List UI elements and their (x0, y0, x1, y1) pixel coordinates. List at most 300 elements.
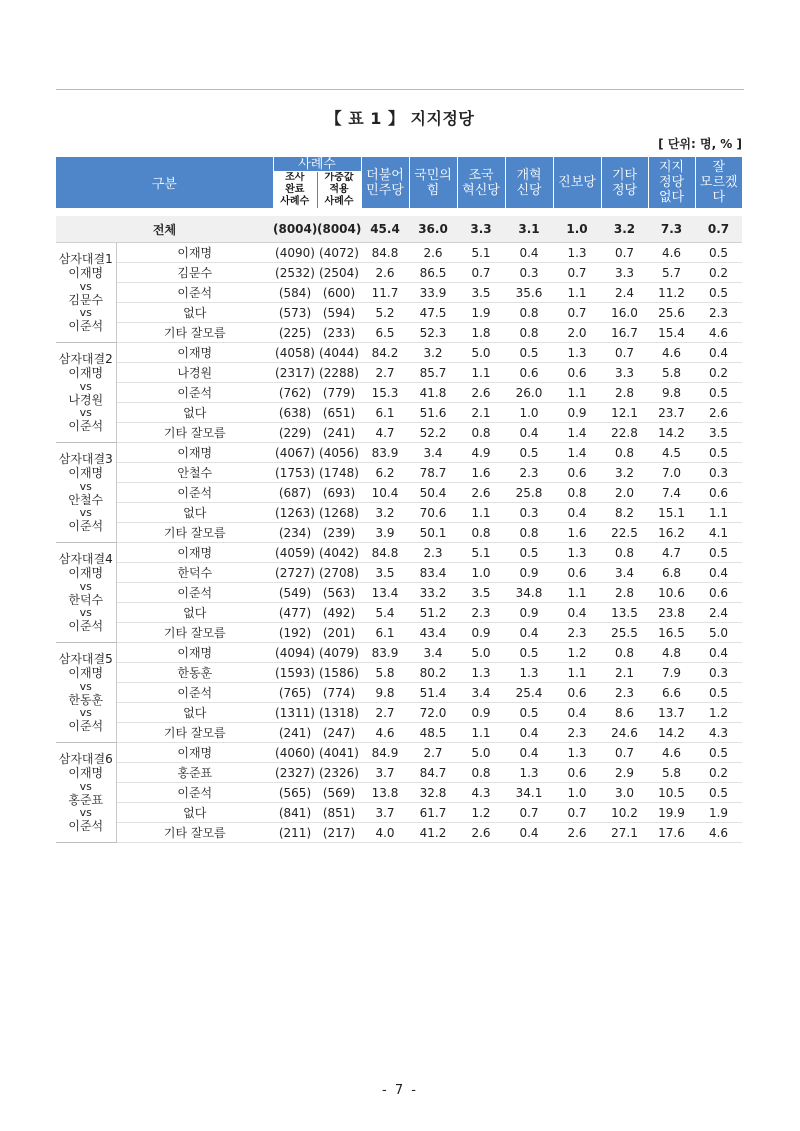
row-n1: (2317) (273, 363, 317, 383)
row-value: 13.7 (648, 703, 695, 723)
total-row (56, 216, 742, 243)
row-value: 2.0 (553, 323, 601, 343)
table-row (56, 263, 742, 283)
row-value: 2.3 (457, 603, 505, 623)
row-label: 이재명 (116, 643, 273, 663)
row-n1: (584) (273, 283, 317, 303)
table-row (56, 303, 742, 323)
row-value: 2.6 (695, 403, 742, 423)
row-value: 6.8 (648, 563, 695, 583)
row-n1: (2727) (273, 563, 317, 583)
total-value: 45.4 (361, 216, 409, 243)
row-value: 84.7 (409, 763, 457, 783)
total-value: 36.0 (409, 216, 457, 243)
row-value: 0.7 (457, 263, 505, 283)
table-row (56, 543, 742, 563)
row-value: 15.4 (648, 323, 695, 343)
row-value: 35.6 (505, 283, 553, 303)
row-value: 23.8 (648, 603, 695, 623)
group-label-line: 이재명 (68, 266, 104, 280)
row-label: 없다 (116, 803, 273, 823)
row-value: 6.1 (361, 623, 409, 643)
row-value: 0.8 (457, 763, 505, 783)
row-value: 26.0 (505, 383, 553, 403)
row-value: 16.5 (648, 623, 695, 643)
row-label: 이재명 (116, 443, 273, 463)
group-label-line: 홍준표 (68, 792, 104, 807)
row-label: 없다 (116, 603, 273, 623)
row-value: 2.3 (409, 543, 457, 563)
row-value: 2.6 (457, 823, 505, 843)
group-label-line: vs (79, 479, 92, 493)
total-value: 3.2 (601, 216, 648, 243)
unit-label: [ 단위: 명, % ] (658, 137, 742, 151)
row-value: 78.7 (409, 463, 457, 483)
header-sample-weighted: 가중값 적용 사례수 (317, 172, 361, 209)
row-value: 1.6 (457, 463, 505, 483)
row-label: 이준석 (116, 283, 273, 303)
row-value: 51.6 (409, 403, 457, 423)
row-value: 1.8 (457, 323, 505, 343)
row-value: 0.7 (601, 743, 648, 763)
table-row (56, 283, 742, 303)
row-value: 34.1 (505, 783, 553, 803)
row-value: 0.5 (695, 243, 742, 263)
total-value: 1.0 (553, 216, 601, 243)
row-label: 기타 잘모름 (116, 423, 273, 443)
row-value: 33.9 (409, 283, 457, 303)
row-label: 이준석 (116, 783, 273, 803)
row-value: 17.6 (648, 823, 695, 843)
table-row (56, 343, 742, 363)
table-body (56, 208, 742, 843)
row-value: 4.6 (648, 343, 695, 363)
row-n2: (239) (317, 523, 361, 543)
group-label-line: 이준석 (68, 519, 104, 533)
table-row (56, 823, 742, 843)
row-value: 0.9 (553, 403, 601, 423)
row-value: 0.8 (457, 423, 505, 443)
row-value: 47.5 (409, 303, 457, 323)
table-row (56, 623, 742, 643)
row-value: 0.4 (553, 603, 601, 623)
row-value: 0.7 (553, 303, 601, 323)
row-value: 0.6 (553, 683, 601, 703)
row-value: 2.4 (601, 283, 648, 303)
row-value: 0.8 (505, 323, 553, 343)
row-value: 84.8 (361, 543, 409, 563)
row-value: 0.3 (505, 503, 553, 523)
header-samples: 사례수 (273, 157, 361, 172)
row-value: 2.1 (601, 663, 648, 683)
row-value: 52.3 (409, 323, 457, 343)
row-n2: (1586) (317, 663, 361, 683)
row-value: 83.4 (409, 563, 457, 583)
row-value: 0.8 (601, 443, 648, 463)
row-value: 1.0 (457, 563, 505, 583)
row-value: 1.3 (553, 243, 601, 263)
row-n1: (2327) (273, 763, 317, 783)
row-value: 13.5 (601, 603, 648, 623)
row-value: 0.8 (505, 523, 553, 543)
group-label-line: 삼자대결2 (58, 351, 113, 366)
row-value: 4.6 (695, 323, 742, 343)
group-label-line: 이재명 (68, 466, 104, 480)
row-n1: (1263) (273, 503, 317, 523)
row-value: 72.0 (409, 703, 457, 723)
row-value: 2.6 (361, 263, 409, 283)
row-value: 0.4 (505, 423, 553, 443)
row-value: 5.0 (457, 643, 505, 663)
row-value: 13.8 (361, 783, 409, 803)
row-value: 0.6 (553, 363, 601, 383)
row-value: 15.1 (648, 503, 695, 523)
group-label-line: vs (79, 679, 92, 693)
table-row (56, 563, 742, 583)
row-label: 없다 (116, 303, 273, 323)
table-row (56, 443, 742, 463)
row-value: 48.5 (409, 723, 457, 743)
row-value: 4.1 (695, 523, 742, 543)
row-value: 0.8 (505, 303, 553, 323)
row-n2: (2708) (317, 563, 361, 583)
row-n2: (201) (317, 623, 361, 643)
row-n1: (4059) (273, 543, 317, 563)
row-label: 없다 (116, 503, 273, 523)
row-value: 4.6 (648, 743, 695, 763)
row-value: 84.2 (361, 343, 409, 363)
row-value: 5.2 (361, 303, 409, 323)
row-n1: (765) (273, 683, 317, 703)
row-value: 86.5 (409, 263, 457, 283)
row-value: 6.1 (361, 403, 409, 423)
group-label-line: 이준석 (68, 419, 104, 433)
row-n1: (1593) (273, 663, 317, 683)
row-value: 10.6 (648, 583, 695, 603)
group-label-line: 삼자대결6 (58, 751, 113, 766)
table-row (56, 463, 742, 483)
row-n1: (4058) (273, 343, 317, 363)
row-value: 0.6 (553, 463, 601, 483)
row-value: 3.4 (409, 643, 457, 663)
row-value: 1.1 (457, 503, 505, 523)
row-value: 11.2 (648, 283, 695, 303)
row-value: 1.3 (553, 343, 601, 363)
group-label-line: 이재명 (68, 766, 104, 780)
row-value: 4.0 (361, 823, 409, 843)
row-label: 기타 잘모름 (116, 523, 273, 543)
row-label: 이재명 (116, 743, 273, 763)
row-value: 2.6 (553, 823, 601, 843)
header-col: 잘 모르겠 다 (695, 157, 742, 208)
row-value: 24.6 (601, 723, 648, 743)
row-label: 없다 (116, 703, 273, 723)
row-n2: (2504) (317, 263, 361, 283)
row-value: 2.0 (601, 483, 648, 503)
row-label: 이재명 (116, 543, 273, 563)
header-col: 진보당 (553, 157, 601, 208)
row-n1: (573) (273, 303, 317, 323)
row-value: 0.3 (695, 463, 742, 483)
row-value: 3.3 (601, 363, 648, 383)
row-value: 0.4 (695, 343, 742, 363)
row-n1: (1753) (273, 463, 317, 483)
row-value: 0.7 (601, 343, 648, 363)
row-value: 0.7 (553, 803, 601, 823)
row-value: 6.5 (361, 323, 409, 343)
row-n1: (225) (273, 323, 317, 343)
row-value: 85.7 (409, 363, 457, 383)
row-n2: (563) (317, 583, 361, 603)
row-n1: (2532) (273, 263, 317, 283)
table-row (56, 483, 742, 503)
row-n2: (774) (317, 683, 361, 703)
row-n1: (4067) (273, 443, 317, 463)
table-row (56, 403, 742, 423)
row-value: 6.2 (361, 463, 409, 483)
row-n1: (549) (273, 583, 317, 603)
row-value: 23.7 (648, 403, 695, 423)
row-value: 15.3 (361, 383, 409, 403)
row-value: 25.6 (648, 303, 695, 323)
row-value: 1.1 (695, 503, 742, 523)
group-label (56, 343, 116, 443)
row-value: 7.9 (648, 663, 695, 683)
row-value: 0.5 (505, 543, 553, 563)
row-n1: (4060) (273, 743, 317, 763)
row-value: 50.4 (409, 483, 457, 503)
table-row (56, 703, 742, 723)
row-value: 2.3 (505, 463, 553, 483)
row-n2: (241) (317, 423, 361, 443)
row-n2: (594) (317, 303, 361, 323)
row-value: 5.7 (648, 263, 695, 283)
row-n1: (565) (273, 783, 317, 803)
row-label: 기타 잘모름 (116, 723, 273, 743)
row-label: 없다 (116, 403, 273, 423)
table-row (56, 803, 742, 823)
row-value: 61.7 (409, 803, 457, 823)
group-label-line: vs (79, 379, 92, 393)
row-label: 이준석 (116, 683, 273, 703)
group-label-line: vs (79, 779, 92, 793)
table-row (56, 783, 742, 803)
row-value: 0.6 (505, 363, 553, 383)
table-row (56, 523, 742, 543)
row-value: 51.2 (409, 603, 457, 623)
group-label-line: 나경원 (68, 392, 104, 407)
row-value: 34.8 (505, 583, 553, 603)
row-value: 3.9 (361, 523, 409, 543)
header-sample-done: 조사 완료 사례수 (273, 172, 317, 209)
row-value: 0.9 (457, 703, 505, 723)
group-label-line: vs (79, 806, 92, 819)
table-row (56, 423, 742, 443)
row-value: 4.8 (648, 643, 695, 663)
group-label (56, 643, 116, 743)
row-value: 4.3 (457, 783, 505, 803)
table-row (56, 743, 742, 763)
row-n2: (4079) (317, 643, 361, 663)
row-value: 16.7 (601, 323, 648, 343)
group-label-line: 이재명 (68, 566, 104, 580)
header-col: 지지 정당 없다 (648, 157, 695, 208)
row-value: 0.5 (505, 443, 553, 463)
row-value: 3.0 (601, 783, 648, 803)
row-value: 2.1 (457, 403, 505, 423)
group-label-line: 한덕수 (68, 592, 104, 607)
table-row (56, 363, 742, 383)
group-label (56, 743, 116, 843)
row-value: 0.2 (695, 263, 742, 283)
row-n1: (1311) (273, 703, 317, 723)
row-value: 6.6 (648, 683, 695, 703)
row-value: 4.6 (695, 823, 742, 843)
row-value: 14.2 (648, 723, 695, 743)
row-value: 0.3 (695, 663, 742, 683)
row-value: 43.4 (409, 623, 457, 643)
row-value: 7.4 (648, 483, 695, 503)
row-value: 4.6 (361, 723, 409, 743)
row-n2: (651) (317, 403, 361, 423)
row-value: 1.1 (553, 663, 601, 683)
row-n1: (762) (273, 383, 317, 403)
row-value: 0.6 (695, 483, 742, 503)
row-label: 한덕수 (116, 563, 273, 583)
row-value: 0.4 (553, 503, 601, 523)
group-label-line: 이재명 (68, 366, 104, 380)
row-value: 5.4 (361, 603, 409, 623)
row-value: 2.6 (457, 483, 505, 503)
row-value: 0.3 (505, 263, 553, 283)
header-col: 개혁 신당 (505, 157, 553, 208)
row-value: 3.4 (601, 563, 648, 583)
group-label (56, 543, 116, 643)
row-n2: (1268) (317, 503, 361, 523)
row-value: 0.5 (505, 643, 553, 663)
row-value: 8.2 (601, 503, 648, 523)
row-label: 안철수 (116, 463, 273, 483)
row-value: 1.1 (553, 383, 601, 403)
row-value: 83.9 (361, 443, 409, 463)
header-gubun: 구분 (56, 157, 273, 208)
row-value: 2.7 (361, 703, 409, 723)
group-label-line: 삼자대결5 (58, 651, 113, 666)
row-n2: (851) (317, 803, 361, 823)
row-value: 3.2 (409, 343, 457, 363)
group-label-line: 한동훈 (68, 692, 104, 707)
row-value: 51.4 (409, 683, 457, 703)
row-label: 이재명 (116, 343, 273, 363)
group-label-line: 이준석 (68, 719, 104, 733)
row-value: 2.3 (553, 723, 601, 743)
row-label: 나경원 (116, 363, 273, 383)
row-value: 1.2 (695, 703, 742, 723)
header-col: 기타 정당 (601, 157, 648, 208)
row-value: 2.3 (695, 303, 742, 323)
row-value: 5.0 (457, 343, 505, 363)
total-value: 3.1 (505, 216, 553, 243)
row-value: 0.6 (553, 763, 601, 783)
row-value: 0.5 (695, 743, 742, 763)
row-value: 16.0 (601, 303, 648, 323)
total-n1: (8004) (273, 216, 317, 243)
row-value: 0.4 (505, 243, 553, 263)
row-n1: (229) (273, 423, 317, 443)
row-value: 0.4 (695, 643, 742, 663)
row-value: 4.7 (361, 423, 409, 443)
row-n1: (241) (273, 723, 317, 743)
row-value: 0.7 (553, 263, 601, 283)
row-value: 5.1 (457, 243, 505, 263)
row-value: 14.2 (648, 423, 695, 443)
row-value: 3.2 (361, 503, 409, 523)
row-value: 13.4 (361, 583, 409, 603)
row-value: 0.5 (695, 783, 742, 803)
header-col: 국민의 힘 (409, 157, 457, 208)
table-row (56, 603, 742, 623)
row-value: 0.5 (505, 343, 553, 363)
row-value: 10.5 (648, 783, 695, 803)
row-value: 27.1 (601, 823, 648, 843)
group-label-line: 삼자대결4 (58, 551, 113, 566)
row-value: 3.4 (409, 443, 457, 463)
group-label-line: vs (79, 406, 92, 419)
row-value: 2.3 (601, 683, 648, 703)
table-title: 【 표 1 】 지지정당 (325, 109, 475, 128)
row-n1: (4094) (273, 643, 317, 663)
total-value: 0.7 (695, 216, 742, 243)
row-label: 기타 잘모름 (116, 823, 273, 843)
row-value: 1.1 (457, 363, 505, 383)
row-value: 3.7 (361, 803, 409, 823)
row-value: 80.2 (409, 663, 457, 683)
group-label-line: 이재명 (68, 666, 104, 680)
row-value: 84.8 (361, 243, 409, 263)
header-spacer (56, 208, 742, 216)
row-value: 4.9 (457, 443, 505, 463)
table-header (56, 157, 742, 208)
group-label-line: 안철수 (68, 492, 104, 507)
group-label-line: 이준석 (68, 819, 104, 833)
row-label: 기타 잘모름 (116, 623, 273, 643)
row-value: 1.4 (553, 423, 601, 443)
row-value: 0.8 (601, 543, 648, 563)
row-value: 2.6 (409, 243, 457, 263)
row-value: 5.8 (648, 763, 695, 783)
group-label-line: vs (79, 606, 92, 619)
table-row (56, 323, 742, 343)
row-value: 1.1 (553, 283, 601, 303)
row-n1: (211) (273, 823, 317, 843)
table-row (56, 383, 742, 403)
group-label-line: vs (79, 506, 92, 519)
row-value: 83.9 (361, 643, 409, 663)
row-value: 0.6 (695, 583, 742, 603)
row-value: 0.5 (505, 703, 553, 723)
row-value: 1.1 (457, 723, 505, 743)
row-value: 2.7 (361, 363, 409, 383)
row-value: 7.0 (648, 463, 695, 483)
row-value: 1.3 (505, 763, 553, 783)
row-value: 0.9 (457, 623, 505, 643)
row-n2: (2326) (317, 763, 361, 783)
row-value: 0.4 (695, 563, 742, 583)
row-value: 2.9 (601, 763, 648, 783)
table-row (56, 723, 742, 743)
row-value: 52.2 (409, 423, 457, 443)
row-value: 19.9 (648, 803, 695, 823)
